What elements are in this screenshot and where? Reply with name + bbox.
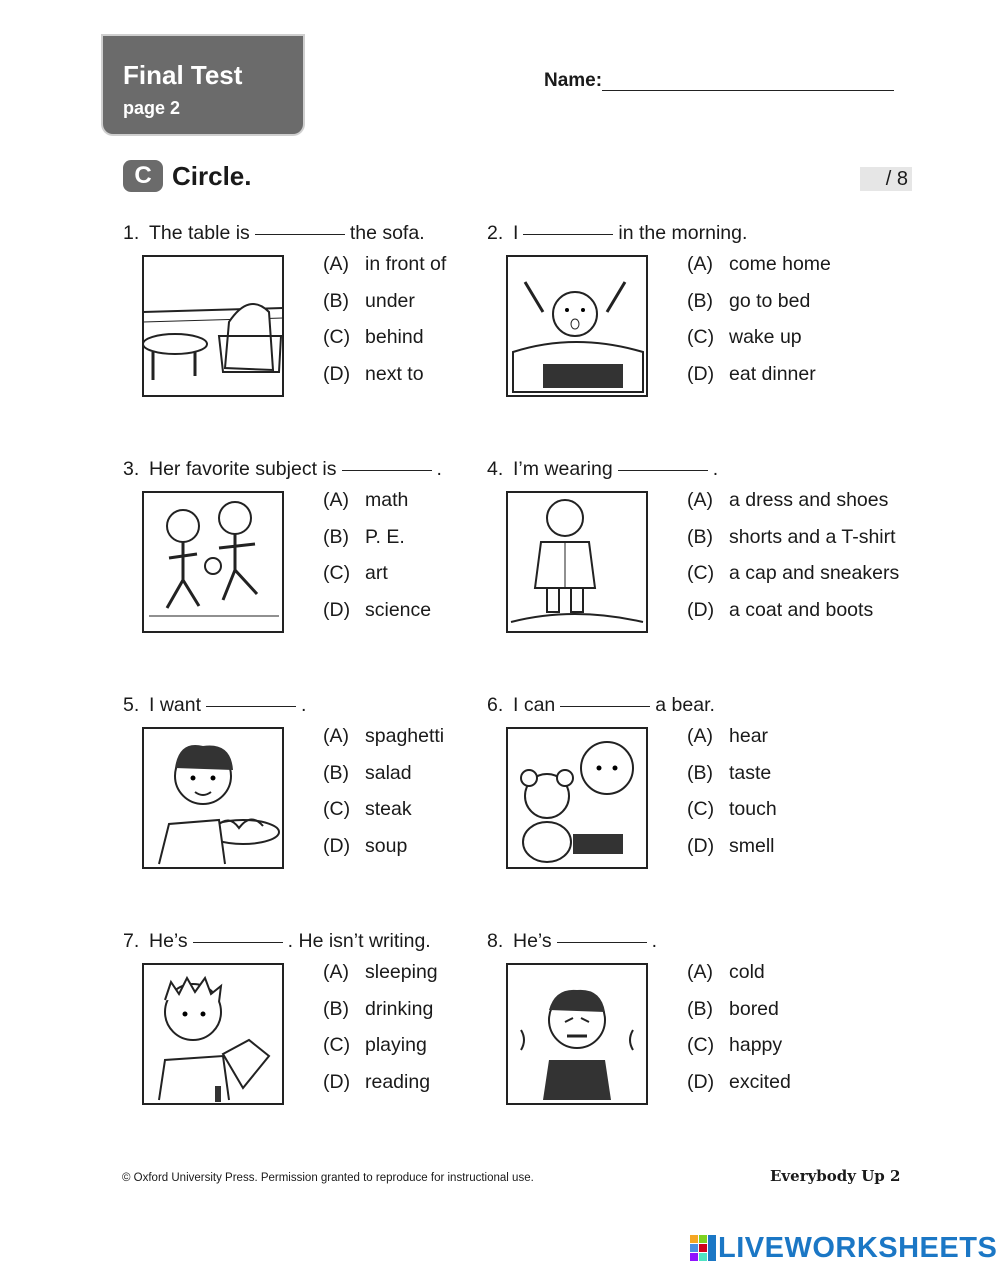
option-letter: (B) [323,997,349,1020]
answer-blank[interactable] [255,234,345,235]
option-letter: (B) [323,525,349,548]
question-number: 3. [123,458,140,480]
option-c[interactable] [687,1033,791,1070]
option-letter: (B) [687,289,713,312]
option-letter: (C) [323,326,351,348]
option-text: behind [365,326,424,348]
option-letter: (D) [323,834,351,857]
question-5 [123,694,483,904]
option-b[interactable] [323,289,446,326]
option-c[interactable] [687,561,899,598]
option-b[interactable] [323,997,438,1034]
option-d[interactable] [323,1070,438,1107]
question-3 [123,458,483,668]
answer-blank[interactable] [193,942,283,943]
question-text-after: . He isn’t writing. [287,930,431,952]
option-text: bored [729,997,779,1020]
question-1 [123,222,483,432]
question-text-after: . [436,458,442,480]
option-a[interactable] [323,960,438,997]
option-letter: (A) [323,725,349,747]
question-text [123,458,442,481]
option-letter: (D) [687,834,715,857]
option-b[interactable] [687,525,899,562]
option-text: touch [729,798,777,820]
option-c[interactable] [323,561,431,598]
option-letter: (A) [687,961,713,983]
option-d[interactable] [687,362,831,399]
girl-with-spaghetti-icon [139,724,287,872]
question-number: 4. [487,458,504,480]
answer-options [687,252,831,398]
boy-reading-book-icon [139,960,287,1108]
option-d[interactable] [323,362,446,399]
option-c[interactable] [323,1033,438,1070]
answer-options [323,960,438,1106]
option-text: playing [365,1034,427,1056]
option-text: a coat and boots [729,598,874,621]
question-text-before: I [513,222,519,244]
question-number: 7. [123,930,140,952]
section-title: Circle. [172,161,252,191]
question-text-before: Her favorite subject is [149,458,337,480]
option-d[interactable] [687,1070,791,1107]
option-text: art [365,562,388,584]
boy-in-coat-icon [503,488,651,636]
girl-with-teddy-bear-icon [503,724,651,872]
question-text-after: . [712,458,719,480]
option-d[interactable] [323,834,444,871]
question-text [487,930,657,953]
option-text: P. E. [365,525,405,548]
option-text: taste [729,761,772,784]
question-text [487,694,715,717]
answer-blank[interactable] [342,470,432,471]
option-b[interactable] [323,525,431,562]
option-text: wake up [729,326,802,348]
header-tab [103,36,303,134]
option-letter: (A) [323,489,349,511]
option-b[interactable] [323,761,444,798]
section-badge: C [123,160,163,192]
option-a[interactable] [323,488,431,525]
option-text: happy [729,1034,783,1056]
answer-options [687,960,791,1106]
option-letter: (B) [323,761,349,784]
answer-options [323,724,444,870]
answer-options [323,252,446,398]
option-text: go to bed [729,289,811,312]
option-letter: (C) [687,562,715,584]
kids-playing-ball-icon [139,488,287,636]
question-text-after: in the morning. [618,222,748,244]
name-input-line[interactable] [602,90,894,91]
option-c[interactable] [323,797,444,834]
option-text: science [365,598,432,621]
option-text: a dress and shoes [729,489,889,511]
option-d[interactable] [323,598,431,635]
option-letter: (A) [687,725,713,747]
option-letter: (D) [687,362,715,385]
book-title: Everybody Up 2 [770,1167,901,1185]
question-text-after: . [651,930,658,952]
option-d[interactable] [687,834,777,871]
option-letter: (A) [323,961,349,983]
question-8 [487,930,847,1140]
option-text: a cap and sneakers [729,562,900,584]
option-text: reading [365,1070,431,1093]
question-text [487,222,747,245]
question-text-before: He’s [149,930,188,952]
option-a[interactable] [687,252,831,289]
option-letter: (B) [687,761,713,784]
question-number: 5. [123,694,140,716]
option-letter: (D) [687,1070,715,1093]
option-text: shorts and a T-shirt [729,525,896,548]
question-text-before: He’s [513,930,552,952]
option-letter: (C) [687,798,715,820]
option-text: next to [365,362,424,385]
question-number: 1. [123,222,140,244]
option-text: cold [729,961,765,983]
option-a[interactable] [323,252,446,289]
option-text: sleeping [365,961,438,983]
answer-blank[interactable] [560,706,650,707]
table-and-armchair-icon [139,252,287,400]
question-text-after: . [301,694,307,716]
option-letter: (D) [323,362,351,385]
answer-options [687,488,899,634]
option-text: smell [729,834,775,857]
option-c[interactable] [323,325,446,362]
question-text [123,222,425,245]
option-d[interactable] [687,598,899,635]
option-text: under [365,289,415,312]
option-letter: (A) [687,253,713,275]
option-letter: (B) [323,289,349,312]
option-c[interactable] [687,325,831,362]
option-text: eat dinner [729,362,816,385]
option-text: spaghetti [365,725,445,747]
question-text-before: I’m wearing [513,458,613,480]
option-letter: (C) [323,1034,351,1056]
option-text: salad [365,761,412,784]
question-text [123,930,431,953]
option-letter: (D) [323,598,351,621]
option-letter: (A) [687,489,713,511]
option-text: in front of [365,253,447,275]
copyright-notice: © Oxford University Press. Permission granted to reproduce for instructional use. [122,1172,534,1184]
page-title: Final Test [123,60,243,90]
answer-blank[interactable] [557,942,647,943]
answer-options [687,724,777,870]
option-b[interactable] [687,761,777,798]
liveworksheets-logo-icon [690,1235,716,1261]
option-letter: (A) [323,253,349,275]
question-4 [487,458,900,668]
score-box [860,167,912,191]
question-number: 6. [487,694,504,716]
score-text: / 8 [885,168,908,190]
option-a[interactable] [687,488,899,525]
answer-blank[interactable] [618,470,708,471]
question-text [123,694,306,717]
question-2 [487,222,847,432]
answer-options [323,488,431,634]
question-7 [123,930,483,1140]
option-text: come home [729,253,831,275]
option-c[interactable] [687,797,777,834]
option-letter: (C) [687,1034,715,1056]
question-number: 2. [487,222,504,244]
option-letter: (B) [687,525,713,548]
question-number: 8. [487,930,504,952]
liveworksheets-text: LIVEWORKSHEETS [718,1232,998,1264]
question-text-before: The table is [149,222,250,244]
question-6 [487,694,847,904]
name-label: Name: [544,70,603,91]
option-letter: (D) [323,1070,351,1093]
option-text: drinking [365,997,434,1020]
option-letter: (C) [323,798,351,820]
question-text [487,458,718,481]
option-b[interactable] [687,997,791,1034]
option-text: soup [365,834,408,857]
option-a[interactable] [687,724,777,761]
question-text-before: I want [149,694,202,716]
page-subtitle: page 2 [123,98,181,118]
option-a[interactable] [323,724,444,761]
option-a[interactable] [687,960,791,997]
question-text-after: the sofa. [349,222,425,244]
option-letter: (B) [687,997,713,1020]
girl-waking-up-icon [503,252,651,400]
boy-shivering-cold-icon [503,960,651,1108]
option-text: excited [729,1070,791,1093]
question-text-before: I can [513,694,556,716]
option-b[interactable] [687,289,831,326]
option-text: hear [729,725,769,747]
option-text: steak [365,798,412,820]
question-text-after: a bear. [655,694,715,716]
option-letter: (C) [687,326,715,348]
option-letter: (D) [687,598,715,621]
answer-blank[interactable] [206,706,296,707]
answer-blank[interactable] [523,234,613,235]
option-letter: (C) [323,562,351,584]
option-text: math [365,489,409,511]
